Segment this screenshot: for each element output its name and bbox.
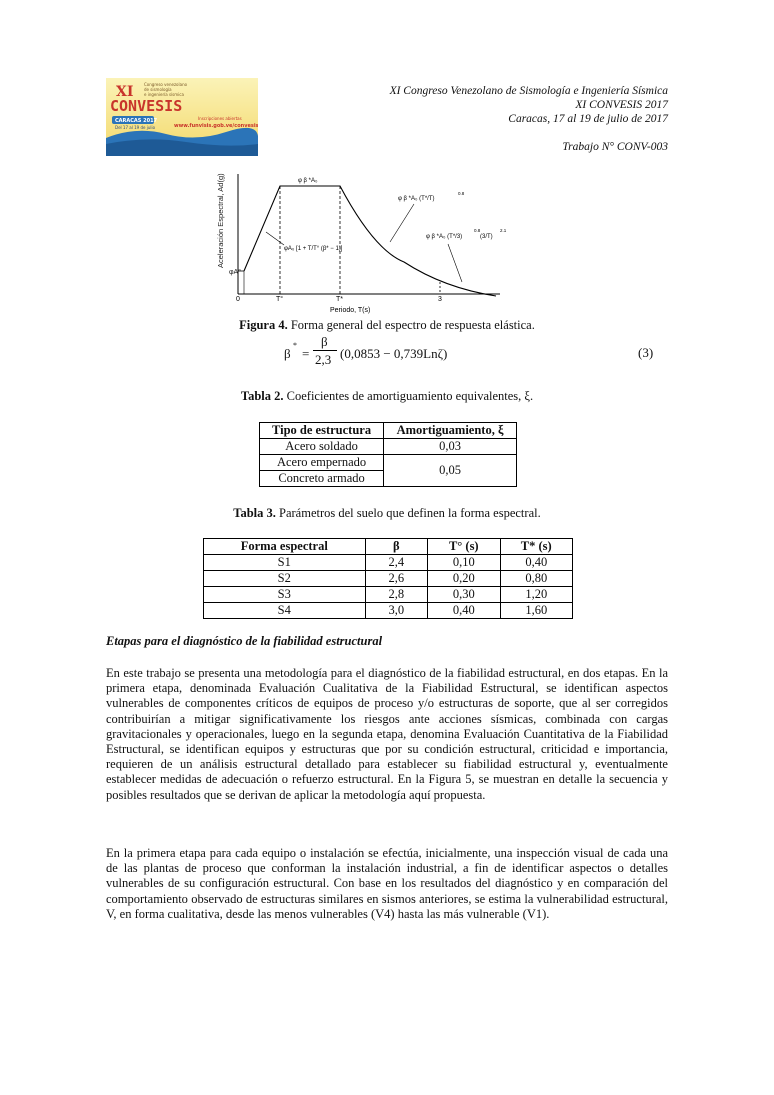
header-conference: XI Congreso Venezolano de Sismología e Ingeniería Sísmica	[389, 85, 668, 97]
table3-header-t0: T° (s)	[428, 539, 500, 555]
equation-number: (3)	[638, 345, 654, 360]
ann-tail-a: φ β *A₀ (T*/3)	[426, 234, 463, 240]
table2-caption-text: Coeficientes de amortiguamiento equivalentes, ξ.	[283, 389, 534, 403]
figure-caption-text: Forma general del espectro de respuesta elástica.	[287, 318, 535, 332]
eq-denominator: 2,3	[315, 352, 332, 367]
ann-plateau: φ β *A₀	[298, 178, 318, 184]
eq-lhs-sup: *	[293, 341, 297, 350]
table-row	[260, 455, 517, 471]
table2-cell: Acero soldado	[260, 439, 384, 455]
table2-caption	[0, 389, 774, 404]
ann-rise: φA₀ [1 + T/T° (β* − 1)]	[284, 246, 343, 252]
table2-cell-merged: 0,05	[384, 455, 517, 487]
ann-decay: φ β *A₀ (T*/T)	[398, 196, 435, 202]
eq-rhs: (0,0853 − 0,739Lnζ)	[340, 346, 448, 361]
eq-lhs: β	[284, 346, 291, 361]
ann-decay-exp: 0.8	[458, 191, 465, 196]
ann-decay-leader	[390, 204, 414, 242]
table-row	[204, 555, 573, 571]
table3-caption-text: Parámetros del suelo que definen la forma espectral.	[275, 506, 541, 520]
convesis-logo-graphic	[106, 78, 258, 156]
table2-header-row	[260, 423, 517, 439]
table3-cell: 0,80	[500, 571, 573, 587]
logo-sub-1: Congreso venezolano	[144, 82, 188, 87]
section-heading: Etapas para el diagnóstico de la fiabilidad estructural	[106, 634, 383, 648]
table3-cell: 0,40	[428, 603, 500, 619]
xtick-tstar: T*	[336, 296, 343, 303]
table2-caption-label: Tabla 2.	[240, 389, 284, 403]
table3-header-form: Forma espectral	[204, 539, 366, 555]
table3-cell: S3	[204, 587, 366, 603]
xtick-t0: T°	[276, 296, 284, 303]
spectrum-curve	[244, 186, 496, 296]
table3-cell: 0,40	[500, 555, 573, 571]
xtick-3: 3	[438, 296, 442, 303]
figure-caption-label: Figura 4.	[239, 318, 288, 332]
eq-fraction-bar	[313, 350, 337, 351]
table3-cell: 3,0	[365, 603, 428, 619]
table2-header-type: Tipo de estructura	[260, 423, 384, 439]
logo-title-top: XI	[116, 84, 134, 100]
eq-equals: =	[302, 346, 310, 361]
table3-cell: 0,30	[428, 587, 500, 603]
table3-cell: 1,20	[500, 587, 573, 603]
table2-cell: 0,03	[384, 439, 517, 455]
figure-xlabel: Periodo, T(s)	[330, 307, 371, 314]
table3-cell: 0,10	[428, 555, 500, 571]
logo-sub-3: e ingeniería sísmica	[144, 92, 184, 97]
table3-cell: S2	[204, 571, 366, 587]
table3-header-row	[204, 539, 573, 555]
ann-tail-exp2: 2.1	[500, 228, 507, 233]
figure-ylabel: Aceleración Espectral, Ad(g)	[216, 173, 225, 268]
table2-header-damping: Amortiguamiento, ξ	[384, 423, 517, 439]
table-row	[260, 439, 517, 455]
header-paper-id: Trabajo N° CONV-003	[562, 141, 668, 153]
table3-cell: S4	[204, 603, 366, 619]
xtick-0: 0	[236, 296, 240, 303]
table3-caption	[0, 506, 774, 521]
header-edition: XI CONVESIS 2017	[575, 99, 668, 111]
body-paragraph-2: En la primera etapa para cada equipo o instalación se efectúa, inicialmente, una inspección visual de cada una de las plantas de proceso que conforman la instalación industrial, a fin de identificar aspectos o detalles vulnerables de su configuración estructural. Con base en los resultados del diagnóstico y en comparación del comportamiento observado de estructuras similares en sismos anteriores, se estima la vulnerabilidad estructural, V, en forma cualitativa, desde las menos vulnerables (V4) hasta las más vulnerable (V1).	[106, 846, 668, 921]
table2-cell: Acero empernado	[260, 455, 384, 471]
ann-tail-b: (3/T)	[480, 234, 493, 240]
figure-caption	[0, 318, 774, 333]
table-row	[204, 587, 573, 603]
body-paragraph-1: En este trabajo se presenta una metodología para el diagnóstico de la fiabilidad estructural, en dos etapas. En la primera etapa, denominada Evaluación Cualitativa de la Fiabilidad Estructural, se identifican aspectos vulnerables de componentes críticos de equipos de proceso y/o estructuras de soporte, que al ser corregidos contribuirían a mitigar significativamente los riesgos ante acciones sísmicas, combinada con cargas gravitacionales y operacionales, luego en la segunda etapa, denomina Evaluación Cuantitativa de la Fiabilidad Estructural, se identifican equipos y estructuras que por su condición estructural, criticidad e importancia, requieren de un análisis estructural detallado para establecer su fiabilidad estructural y, eventualmente establecer medidas de adecuación o refuerzo estructural. En la Figura 5, se muestran en detalle la secuencia y posibles resultados que se derivan de aplicar la metodología aquí propuesta.	[106, 666, 668, 802]
logo-sub-2: de sismología	[144, 87, 172, 92]
ann-tail-exp1: 0.8	[474, 228, 481, 233]
table3-cell: 2,6	[365, 571, 428, 587]
header-dates: Caracas, 17 al 19 de julio de 2017	[508, 113, 668, 125]
logo-url: www.funvisis.gob.ve/convesis	[174, 123, 258, 129]
ann-rise-leader	[266, 232, 284, 245]
ann-tail-leader	[448, 244, 462, 282]
logo-dates: Del 17 al 19 de julio	[115, 125, 156, 130]
table3-caption-label: Tabla 3.	[233, 506, 276, 520]
table-soil-parameters	[203, 538, 573, 619]
table3-cell: S1	[204, 555, 366, 571]
logo-badge: CARACAS 2017	[115, 118, 158, 124]
table-damping	[259, 422, 517, 487]
table3-cell: 1,60	[500, 603, 573, 619]
table-row	[204, 571, 573, 587]
table3-header-beta: β	[365, 539, 428, 555]
spectrum-figure	[212, 170, 512, 320]
y-marker-label: φA°	[229, 269, 242, 276]
table3-cell: 2,8	[365, 587, 428, 603]
convesis-logo	[106, 78, 258, 156]
table3-cell: 2,4	[365, 555, 428, 571]
table3-header-tstar: T* (s)	[500, 539, 573, 555]
table3-cell: 0,20	[428, 571, 500, 587]
logo-tagline: Inscripciones abiertas	[198, 116, 242, 121]
table-row	[204, 603, 573, 619]
logo-title-main: CONVESIS	[110, 97, 183, 115]
eq-numerator: β	[321, 334, 328, 349]
table2-cell: Concreto armado	[260, 471, 384, 487]
